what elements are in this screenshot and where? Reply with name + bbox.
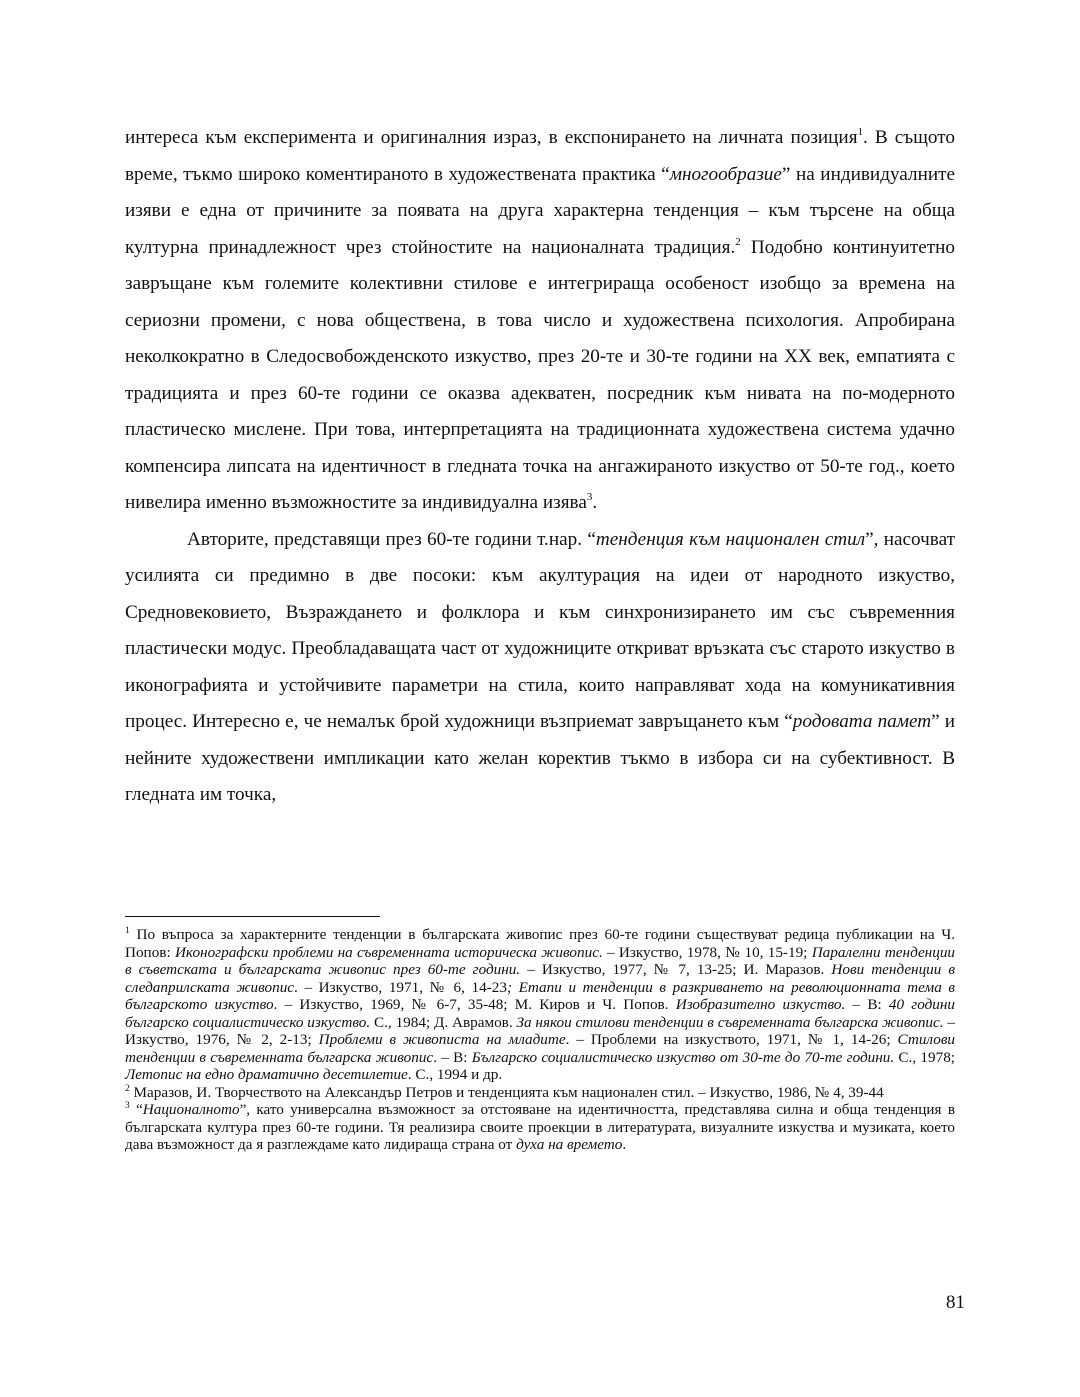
- text-run: Маразов, И. Творчеството на Александър Петров и тенденцията към национален стил. – Изкуство, 1986, № 4, 39-44: [129, 1083, 884, 1101]
- text-run: – В:: [845, 996, 889, 1013]
- text-run: Авторите, представящи през 60-те години т.нар. “: [187, 528, 596, 550]
- page-number: 81: [945, 1292, 965, 1313]
- paragraph-2: [125, 522, 955, 814]
- text-run: . – Изкуство, 1971, № 6, 14-23: [294, 978, 507, 996]
- footnote-2: [125, 1084, 955, 1102]
- italic-title: Българско социалистическо изкуство от 30-те до 70-те години.: [471, 1048, 895, 1066]
- text-run: ” и нейните художествени импликации като желан коректив тъкмо в избора си на субективност. В гледната им точка,: [125, 711, 955, 805]
- text-run: ”, насочват усилията си предимно в две посоки: към акултурация на идеи от народното изкуство, Средновековието, Възраждането и фолклора и към синхронизирането им със съвременния пластически модус. Преобладаващата част от художниците откриват връзката със старото изкуство в иконографията и устойчивите параметри на стила, които направляват хода на комуникативния процес. Интересно е, че немалък брой художници възприемат завръщането към “: [125, 528, 955, 732]
- footnote-1: [125, 926, 955, 1084]
- main-text: [125, 120, 955, 814]
- footnotes: [125, 926, 955, 1154]
- text-run: . – Изкуство, 1969, № 6-7, 35-48; М. Киров и Ч. Попов.: [273, 996, 676, 1013]
- text-run: ” на индивидуалните изяви е една от причините за появата на друга характерна тенденция – към търсене на обща културна принадлежност чрез стойностите на националната традиция.: [125, 163, 956, 258]
- footnote-number: 3: [125, 1101, 130, 1111]
- text-run: С., 1984; Д. Аврамов.: [370, 1013, 517, 1031]
- footnote-number: 2: [125, 1083, 130, 1094]
- italic-title: Изобразително изкуство.: [675, 996, 846, 1013]
- italic-title: ; Етапи и тенденции в разкриването на революционната тема в българското изкуство: [125, 978, 955, 1013]
- italic-term: тенденция към национален стил: [595, 528, 866, 550]
- paragraph-1: [125, 120, 955, 522]
- italic-title: Летопис на едно драматично десетилетие: [125, 1066, 408, 1083]
- footnote-separator: [125, 916, 380, 917]
- italic-term: многообразие: [669, 163, 782, 185]
- text-run: . – Проблеми на изкуството, 1971, № 1, 14-26;: [565, 1031, 898, 1048]
- footnote-ref-2[interactable]: 2: [735, 235, 741, 248]
- text-run: . – В:: [433, 1048, 472, 1066]
- italic-term: Националното: [142, 1101, 240, 1118]
- italic-title: Проблеми в живописта на младите: [318, 1031, 566, 1048]
- text-run: интереса към експеримента и оригиналния израз, в експонирането на личната позиция: [125, 127, 858, 148]
- text-run: – Изкуство, 1977, № 7, 13-25; И. Маразов.: [520, 961, 832, 978]
- text-run: – Изкуство, 1976, № 2, 2-13;: [125, 1013, 956, 1048]
- italic-title: 40 години българско социалистическо изкуство.: [125, 996, 955, 1031]
- text-run: .: [622, 1136, 627, 1153]
- text-run: “: [129, 1101, 143, 1118]
- text-run: По въпроса за характерните тенденции в българската живопис през 60-те години съществуват редица публикации на Ч. Попов:: [125, 926, 955, 961]
- footnote-ref-1[interactable]: 1: [857, 126, 864, 138]
- footnote-3: [125, 1101, 955, 1154]
- text-run: . В същото време, тъкмо широко коментираното в художествената практика “: [125, 127, 955, 185]
- italic-term: духа на времето: [516, 1136, 623, 1153]
- italic-title: Нови тенденции в следаприлската живопис: [125, 961, 955, 996]
- italic-term: родовата памет: [792, 711, 932, 732]
- text-run: С., 1978;: [894, 1048, 956, 1066]
- text-run: . С., 1994 и др.: [407, 1066, 503, 1083]
- footnote-ref-3[interactable]: 3: [586, 491, 593, 503]
- footnote-number: 1: [125, 926, 130, 936]
- text-run: ”, като универсална възможност за отстояване на идентичността, представлява силна и обща тенденция в българската култура през 60-те години. Тя реализира своите проекции в литературата, визуалните изкуства и музиката, което дава възможност да я разглеждаме като лидираща страна от: [125, 1101, 955, 1153]
- italic-title: Стилови тенденции в съвременната българска живопис: [125, 1031, 956, 1066]
- italic-title: Паралелни тенденции в съветската и българската живопис през 60-те години.: [125, 943, 956, 978]
- italic-title: За някои стилови тенденции в съвременната българска живопис.: [516, 1013, 944, 1031]
- text-run: .: [592, 492, 598, 513]
- italic-title: Иконографски проблеми на съвременната историческа живопис.: [174, 943, 603, 961]
- text-run: – Изкуство, 1978, № 10, 15-19;: [602, 943, 812, 961]
- text-run: Подобно континуитетно завръщане към големите колективни стилове е интегрираща особеност изобщо за времена на сериозни промени, с нова обществена, в това число и художествена психология. Апробирана неколкократно в Следосвобожденското изкуство, през 20-те и 30-те години на XX век, емпатията с традицията и през 60-те години се оказва адекватен, посредник към нивата на по-модерното пластическо мислене. При това, интерпретацията на традиционната художествена система удачно компенсира липсата на идентичност в гледната точка на ангажираното изкуство от 50-те год., което нивелира именно възможностите за индивидуална изява: [125, 236, 955, 513]
